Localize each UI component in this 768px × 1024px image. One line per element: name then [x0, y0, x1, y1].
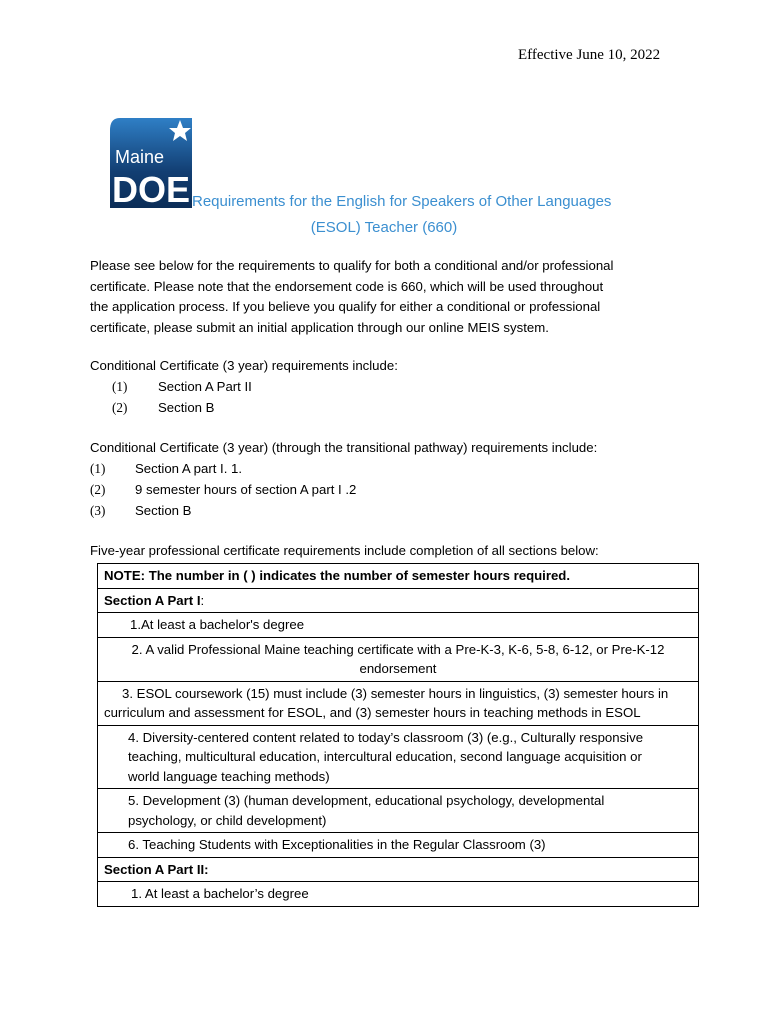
- list-item: [90, 500, 597, 521]
- section-colon: :: [200, 592, 205, 608]
- professional-heading: Five-year professional certificate requirements include completion of all sections below:: [90, 543, 599, 558]
- requirement-2: [98, 637, 699, 681]
- requirement-4: [98, 725, 699, 789]
- requirement-line: 3. ESOL coursework (15) must include (3) semester hours in linguistics, (3) semester hours in: [122, 685, 669, 701]
- conditional-heading: Conditional Certificate (3 year) requirements include:: [90, 358, 398, 373]
- intro-line: certificate, please submit an initial application through our online MEIS system.: [90, 319, 549, 335]
- intro-line: certificate. Please note that the endorsement code is 660, which will be used throughout: [90, 278, 604, 294]
- list-number: (3): [90, 503, 106, 518]
- transitional-section: [90, 437, 597, 521]
- effective-date: Effective June 10, 2022: [518, 47, 661, 63]
- table-row: [98, 613, 699, 638]
- list-text: Section B: [158, 400, 215, 415]
- list-item: [90, 397, 398, 418]
- requirement-line: psychology, or child development): [128, 812, 327, 828]
- requirement-line: teaching, multicultural education, intercultural education, second language acquisition or: [128, 749, 642, 764]
- list-text: Section B: [135, 503, 192, 518]
- requirement-3: [98, 681, 699, 725]
- intro-line: Please see below for the requirements to qualify for both a conditional and/or professional: [90, 258, 614, 273]
- requirement-6: 6. Teaching Students with Exceptionalities in the Regular Classroom (3): [98, 833, 699, 858]
- logo-doe-text: DOE: [112, 169, 191, 208]
- list-item: [90, 479, 597, 500]
- conditional-section: [90, 355, 398, 418]
- requirement-5: [98, 789, 699, 833]
- list-number: (1): [90, 461, 106, 476]
- page-title-line-1: Requirements for the English for Speakers of Other Languages: [192, 193, 612, 210]
- intro-paragraph: [90, 256, 690, 338]
- logo-maine-text: Maine: [115, 147, 165, 167]
- page-title-line-2: (ESOL) Teacher (660): [310, 219, 458, 236]
- requirement-line: 4. Diversity-centered content related to today’s classroom (3) (e.g., Culturally responsive: [128, 729, 644, 745]
- table-row: [98, 637, 699, 681]
- list-text: Section A Part II: [158, 379, 252, 394]
- requirement-line: curriculum and assessment for ESOL, and (3) semester hours in teaching methods in ESOL: [104, 705, 641, 720]
- maine-doe-logo: [110, 118, 192, 208]
- list-number: (2): [90, 482, 106, 497]
- list-text: 9 semester hours of section A part I .2: [135, 482, 357, 497]
- requirement-line: 5. Development (3) (human development, educational psychology, developmental: [128, 793, 605, 808]
- table-row: [98, 588, 699, 613]
- section-a-part-1-header: [98, 588, 699, 613]
- transitional-heading: Conditional Certificate (3 year) (through the transitional pathway) requirements include:: [90, 440, 598, 455]
- professional-section: [90, 540, 599, 561]
- table-note: NOTE: The number in ( ) indicates the number of semester hours required.: [98, 564, 699, 589]
- table-row: [98, 833, 699, 858]
- intro-line: the application process. If you believe you qualify for either a conditional or professional: [90, 299, 601, 314]
- requirements-table: [97, 563, 699, 907]
- list-item: [90, 458, 597, 479]
- table-row: [98, 789, 699, 833]
- list-number: (2): [112, 400, 128, 415]
- section-label: Section A Part I: [104, 592, 201, 608]
- requirement-1: 1.At least a bachelor's degree: [98, 613, 699, 638]
- section-a-part-2-header: Section A Part II:: [98, 857, 699, 882]
- requirement-part2-1: 1. At least a bachelor’s degree: [98, 882, 699, 907]
- table-row: [98, 681, 699, 725]
- list-number: (1): [112, 379, 128, 394]
- table-row: [98, 882, 699, 907]
- list-item: [90, 376, 398, 397]
- requirement-line: 2. A valid Professional Maine teaching certificate with a Pre-K-3, K-6, 5-8, 6-12, or Pre-K-12: [131, 641, 665, 657]
- table-row: [98, 857, 699, 882]
- table-row: [98, 725, 699, 789]
- table-row: [98, 564, 699, 589]
- requirement-line: world language teaching methods): [128, 768, 330, 784]
- list-text: Section A part I. 1.: [135, 461, 243, 476]
- requirement-line: endorsement: [359, 661, 437, 676]
